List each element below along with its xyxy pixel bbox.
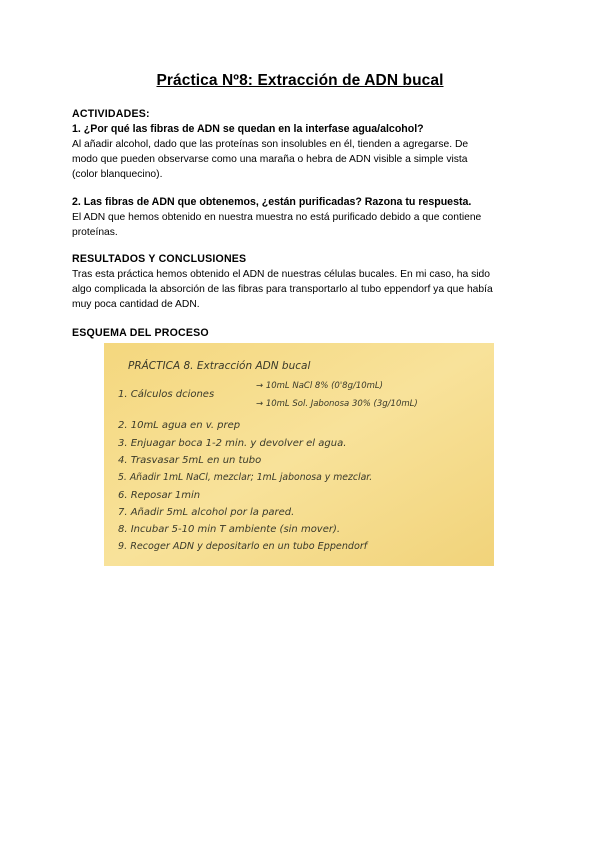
activities-heading: ACTIVIDADES: <box>72 108 150 120</box>
note-line: → 10mL Sol. Jabonosa 30% (3g/10mL) <box>256 399 418 409</box>
answer-2-line: proteínas. <box>72 227 118 239</box>
note-line: 3. Enjuagar boca 1-2 min. y devolver el agua. <box>118 438 347 449</box>
results-heading: RESULTADOS Y CONCLUSIONES <box>72 253 247 265</box>
note-title: PRÁCTICA 8. Extracción ADN bucal <box>128 360 311 372</box>
results-line: Tras esta práctica hemos obtenido el ADN de nuestras células bucales. En mi caso, ha sido <box>72 269 491 280</box>
note-line: 7. Añadir 5mL alcohol por la pared. <box>118 507 295 518</box>
answer-1-line: (color blanquecino). <box>72 169 163 181</box>
answer-1-line: modo que pueden observarse como una maraña o hebra de ADN visible a simple vista <box>72 154 468 166</box>
note-line: 8. Incubar 5-10 min T ambiente (sin mover). <box>118 524 341 535</box>
answer-2-line: El ADN que hemos obtenido en nuestra muestra no está purificado debido a que contiene <box>72 212 482 223</box>
results-line: muy poca cantidad de ADN. <box>72 299 200 311</box>
question-1: 1. ¿Por qué las fibras de ADN se quedan en la interfase agua/alcohol? <box>72 123 424 135</box>
note-line: 1. Cálculos dciones <box>118 389 215 400</box>
note-line: → 10mL NaCl 8% (0'8g/10mL) <box>256 381 383 391</box>
note-line: 9. Recoger ADN y depositarlo en un tubo Eppendorf <box>118 541 368 552</box>
note-line: 2. 10mL agua en v. prep <box>118 420 241 431</box>
results-line: algo complicada la absorción de las fibras para transportarlo al tubo eppendorf ya que había <box>72 284 493 296</box>
scheme-heading: ESQUEMA DEL PROCESO <box>72 327 209 339</box>
page-title: Práctica Nº8: Extracción de ADN bucal <box>156 72 444 89</box>
answer-1-line: Al añadir alcohol, dado que las proteínas son insolubles en él, tienden a agregarse. De <box>72 139 469 150</box>
note-line: 5. Añadir 1mL NaCl, mezclar; 1mL jabonosa y mezclar. <box>118 472 373 483</box>
answer-1 <box>72 137 532 183</box>
note-line: 4. Trasvasar 5mL en un tubo <box>118 455 262 466</box>
handwritten-notes-photo <box>104 343 494 566</box>
handwritten-notes-drawing <box>104 343 494 566</box>
note-line: 6. Reposar 1min <box>118 490 201 501</box>
answer-2 <box>72 210 532 240</box>
results-text <box>72 267 532 313</box>
question-2: 2. Las fibras de ADN que obtenemos, ¿están purificadas? Razona tu respuesta. <box>72 196 472 208</box>
